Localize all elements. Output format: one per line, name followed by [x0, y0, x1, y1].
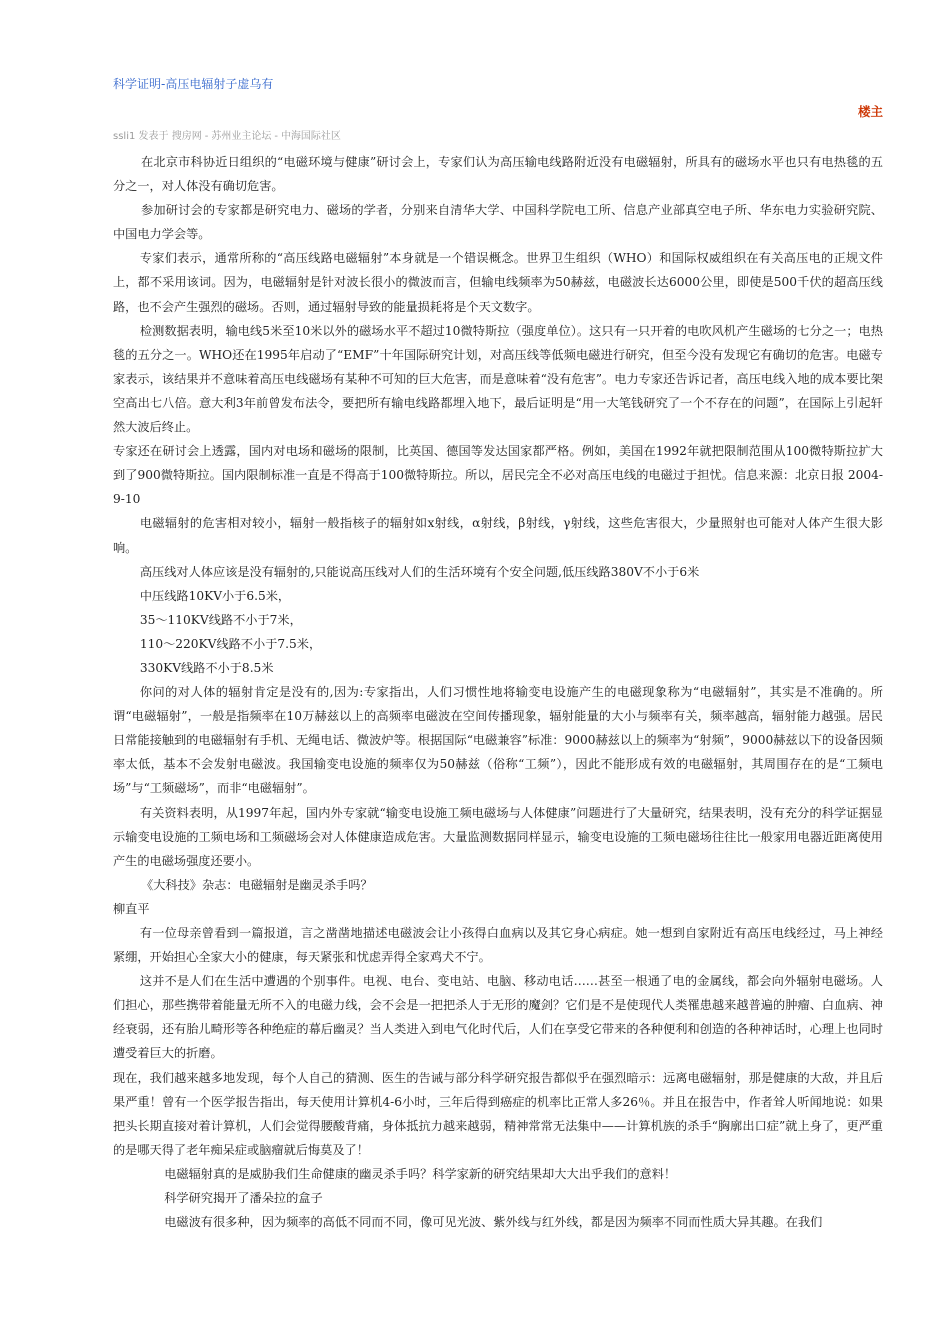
- post-content: [113, 74, 883, 1234]
- paragraph: 有关资料表明，从1997年起，国内外专家就“输变电设施工频电磁场与人体健康”问题进行了大量研究，结果表明，没有充分的科学证据显示输变电设施的工频电场和工频磁场会对人体健康造成危害。大量监测数据同样显示，输变电设施的工频电磁场往往比一般家用电器近距离使用产生的电磁场强度还要小。: [113, 805, 883, 868]
- floor-label: 楼主: [857, 104, 883, 119]
- section-heading: 科学研究揭开了潘朵拉的盒子: [164, 1191, 323, 1206]
- post-body: [113, 150, 883, 1234]
- paragraph: 电磁辐射的危害相对较小，辐射一般指核子的辐射如x射线，α射线，β射线，γ射线，这些危害很大，少量照射也可能对人体产生很大影响。: [113, 516, 883, 555]
- paragraph: 专家们表示，通常所称的“高压线路电磁辐射”本身就是一个错误概念。世界卫生组织（WHO）和国际权威组织在有关高压电的正规文件上，都不采用该词。因为，电磁辐射是针对波长很小的微波而言，但输电线频率为50赫兹，电磁波长达6000公里，即使是500千伏的超高压线路，也不会产生强烈的磁场。否则，通过辐射导致的能量损耗将是个天文数字。: [113, 251, 883, 314]
- paragraph: 110～220KV线路不小于7.5米，: [139, 636, 322, 651]
- byline: 柳直平: [113, 901, 150, 916]
- section-heading: 《大科技》杂志：电磁辐射是幽灵杀手吗？: [141, 877, 373, 892]
- paragraph: 35～110KV线路不小于7米，: [139, 612, 302, 627]
- paragraph: 330KV线路不小于8.5米: [139, 660, 274, 675]
- paragraph: 在北京市科协近日组织的“电磁环境与健康”研讨会上，专家们认为高压输电线路附近没有电磁辐射，所具有的磁场水平也只有电热毯的五分之一，对人体没有确切危害。: [113, 155, 883, 194]
- paragraph: 电磁波有很多种，因为频率的高低不同而不同，像可见光波、紫外线与红外线，都是因为频率不同而性质大异其趣。在我们: [164, 1215, 823, 1230]
- post-title[interactable]: 科学证明-高压电辐射子虚乌有: [113, 77, 274, 91]
- paragraph: 电磁辐射真的是威胁我们生命健康的幽灵杀手吗？科学家新的研究结果却大大出乎我们的意料！: [164, 1166, 677, 1181]
- forum-link[interactable]: 苏州业主论坛: [211, 131, 272, 142]
- paragraph: 有一位母亲曾看到一篇报道，言之凿凿地描述电磁波会让小孩得白血病以及其它身心病症。她一想到自家附近有高压电线经过，马上神经紧绷，开始担心全家大小的健康，每天紧张和忧虑弄得全家鸡犬不宁。: [113, 926, 883, 965]
- paragraph: 专家还在研讨会上透露，国内对电场和磁场的限制，比英国、德国等发达国家都严格。例如，美国在1992年就把限制范围从100微特斯拉扩大到了900微特斯拉。国内限制标准一直是不得高于100微特斯拉。所以，居民完全不必对高压电线的电磁过于担忧。信息来源：北京日报 2004-9-10: [113, 444, 883, 507]
- paragraph: 参加研讨会的专家都是研究电力、磁场的学者，分别来自清华大学、中国科学院电工所、信息产业部真空电子所、华东电力实验研究院、中国电力学会等。: [113, 203, 883, 242]
- paragraph: 中压线路10KV小于6.5米，: [139, 588, 291, 603]
- community-link[interactable]: 中海国际社区: [280, 131, 341, 142]
- paragraph: 检测数据表明，输电线5米至10米以外的磁场水平不超过10微特斯拉（强度单位）。这只有一只开着的电吹风机产生磁场的七分之一；电热毯的五分之一。WHO还在1995年启动了“EMF”十年国际研究计划，对高压线等低频电磁进行研究，但至今没有发现它有确切的危害。电磁专家表示，该结果并不意味着高压电线磁场有某种不可知的巨大危害，而是意味着“没有危害”。电力专家还告诉记者，高压电线入地的成本要比架空高出七八倍。意大利3年前曾发布法令，要把所有输电线路都埋入地下，最后证明是“用一大笔钱研究了一个不存在的问题”，在国际上引起轩然大波后终止。: [113, 323, 883, 435]
- author-name[interactable]: ssli1: [113, 131, 136, 142]
- posted-text: 发表于: [138, 131, 169, 142]
- post-meta: ssli1 发表于 搜房网 - 苏州业主论坛 - 中海国际社区: [113, 131, 341, 142]
- paragraph: 你问的对人体的辐射肯定是没有的,因为:专家指出，人们习惯性地将输变电设施产生的电磁现象称为“电磁辐射”，其实是不准确的。所谓“电磁辐射”，一般是指频率在10万赫兹以上的高频率电磁波在空间传播现象，辐射能量的大小与频率有关，频率越高，辐射能力越强。居民日常能接触到的电磁辐射有手机、无绳电话、微波炉等。根据国际“电磁兼容”标准：9000赫兹以上的频率为“射频”，9000赫兹以下的设备因频率太低，基本不会发射电磁波。我国输变电设施的频率仅为50赫兹（俗称“工频”），因此不能形成有效的电磁辐射，其周围存在的是“工频电场”与“工频磁场”，而非“电磁辐射”。: [113, 685, 883, 796]
- paragraph: 高压线对人体应该是没有辐射的,只能说高压线对人们的生活环境有个安全问题,低压线路380V不小于6米: [139, 564, 700, 579]
- paragraph: 这并不是人们在生活中遭遇的个别事件。电视、电台、变电站、电脑、移动电话……甚至一根通了电的金属线，都会向外辐射电磁场。人们担心，那些携带着能量无所不入的电磁力线，会不会是一把把杀人于无形的魔剑？它们是不是使现代人类罹患越来越普遍的肿瘤、白血病、神经衰弱，还有胎儿畸形等各种绝症的幕后幽灵？当人类进入到电气化时代后，人们在享受它带来的各种便利和创造的各种神话时，心理上也同时遭受着巨大的折磨。: [113, 974, 883, 1061]
- site-link[interactable]: 搜房网: [171, 131, 202, 142]
- paragraph: 现在，我们越来越多地发现，每个人自己的猜测、医生的告诫与部分科学研究报告都似乎在强烈暗示：远离电磁辐射，那是健康的大敌，并且后果严重！曾有一个医学报告指出，每天使用计算机4-6小时，三年后得到癌症的机率比正常人多26％。并且在报告中，作者耸人听闻地说：如果把头长期直接对着计算机，人们会觉得腰酸背痛，身体抵抗力越来越弱，精神常常无法集中——计算机族的杀手“胸廓出口症”就上身了，更严重的是哪天得了老年痴呆症或脑瘤就后悔莫及了！: [113, 1070, 883, 1157]
